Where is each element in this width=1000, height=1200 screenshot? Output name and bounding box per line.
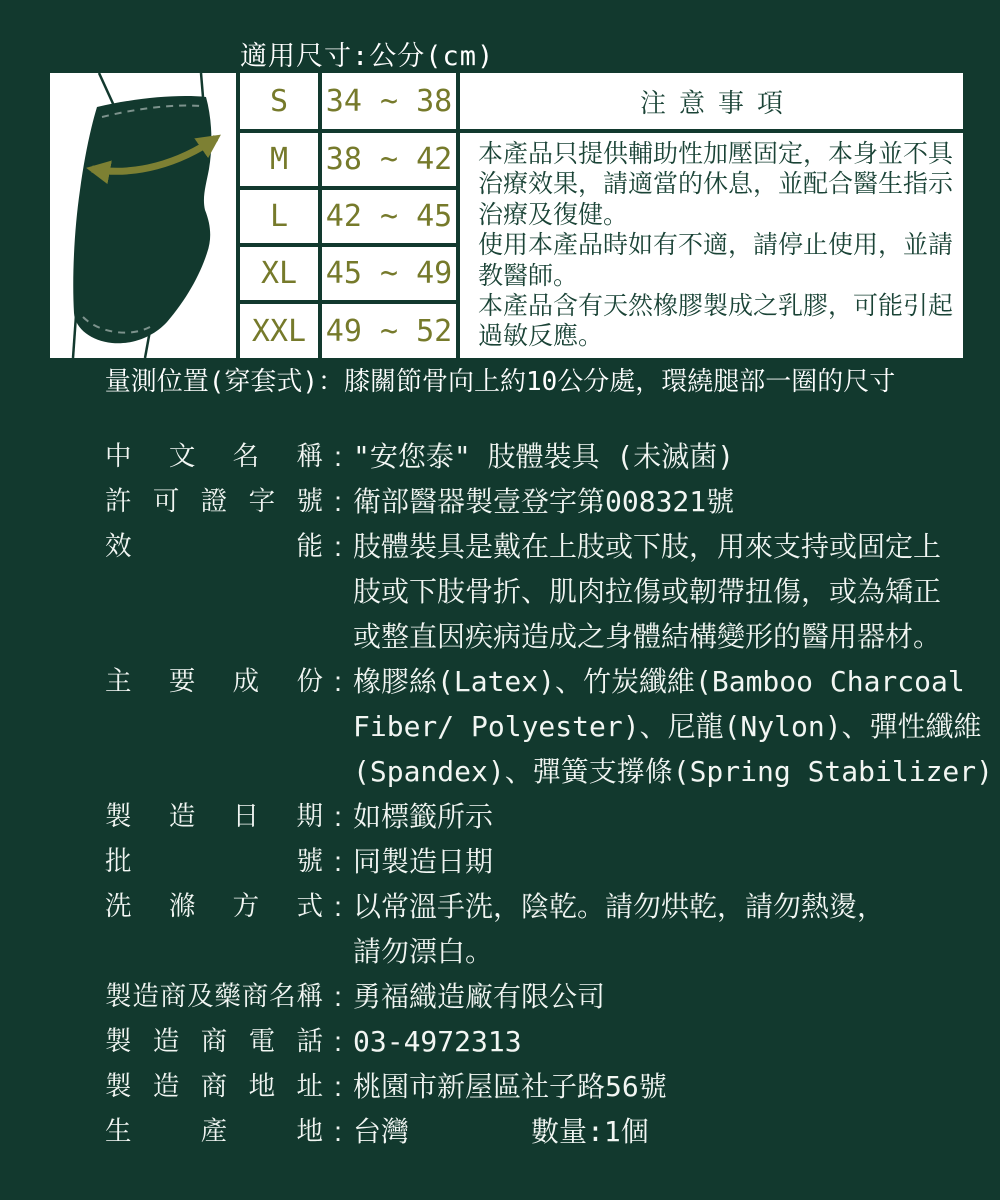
info-value-line: 同製造日期 <box>353 845 494 878</box>
info-row <box>105 524 965 659</box>
info-label: 製造商及藥商名稱 <box>105 981 323 1011</box>
info-row <box>105 1019 965 1064</box>
measure-note: 量測位置(穿套式)：膝關節骨向上約10公分處，環繞腿部一圈的尺寸 <box>104 367 896 397</box>
info-value-line: 以常溫手洗，陰乾。請勿烘乾，請勿熱燙， <box>353 890 886 923</box>
info-value <box>353 794 965 839</box>
info-label: 中文名稱 <box>105 441 323 471</box>
quantity-note: 數量:1個 <box>531 1115 649 1148</box>
info-label: 製造商地址 <box>105 1071 323 1101</box>
info-value <box>353 434 965 479</box>
info-value-line: 03-4972313 <box>353 1025 522 1058</box>
info-colon: : <box>334 891 342 922</box>
info-value <box>353 974 965 1019</box>
notes-title: 注意事項 <box>460 73 963 129</box>
info-colon: : <box>334 666 342 697</box>
info-value-line: "安您泰" 肢體裝具 (未滅菌) <box>353 440 735 473</box>
info-colon: : <box>334 801 342 832</box>
info-row <box>105 1064 965 1109</box>
info-colon: : <box>334 846 342 877</box>
info-row <box>105 884 965 974</box>
info-value <box>353 839 965 884</box>
info-row <box>105 659 994 794</box>
info-row <box>105 794 965 839</box>
info-value-line: 勇福織造廠有限公司 <box>353 980 606 1013</box>
knee-sleeve <box>73 96 211 343</box>
range-cell: 38 ~ 42 <box>322 133 456 186</box>
info-value <box>353 479 965 524</box>
notes-body <box>460 133 963 358</box>
info-row <box>105 974 965 1019</box>
info-value-line: 肢或下肢骨折、肌肉拉傷或韌帶扭傷，或為矯正 <box>353 575 942 608</box>
info-label: 製造商電話 <box>105 1026 323 1056</box>
size-chart-title: 適用尺寸:公分(cm) <box>240 41 495 72</box>
notes-line: 治療效果，請適當的休息，並配合醫生指示 <box>478 170 954 199</box>
info-value-line: 橡膠絲(Latex)、竹炭纖維(Bamboo Charcoal <box>353 665 965 698</box>
info-label: 效能 <box>105 531 323 561</box>
info-colon: : <box>334 486 342 517</box>
range-cell: 49 ~ 52 <box>322 304 456 358</box>
info-value-line: 如標籤所示 <box>353 800 494 833</box>
range-cell: 34 ~ 38 <box>322 73 456 129</box>
size-cell: XL <box>240 247 318 300</box>
leg-line <box>201 73 203 97</box>
info-value-line: Fiber/ Polyester)、尼龍(Nylon)、彈性纖維 <box>353 710 982 743</box>
info-label: 洗滌方式 <box>105 891 323 921</box>
info-value-line <box>353 1109 965 1154</box>
info-colon: : <box>334 531 342 562</box>
range-cell: 42 ~ 45 <box>322 190 456 243</box>
size-cell: M <box>240 133 318 186</box>
size-cell: S <box>240 73 318 129</box>
size-chart-panel <box>50 73 963 358</box>
info-row <box>105 479 965 524</box>
knee-illustration <box>50 73 236 358</box>
info-value-line: 肢體裝具是戴在上肢或下肢，用來支持或固定上 <box>353 530 942 563</box>
info-label: 主要成份 <box>105 666 323 696</box>
info-value <box>353 1109 965 1154</box>
notes-line: 治療及復健。 <box>478 200 629 229</box>
info-value-line: 衛部醫器製壹登字第008321號 <box>353 485 735 518</box>
info-value <box>353 524 965 659</box>
notes-line: 教醫師。 <box>478 261 579 290</box>
info-value <box>353 884 965 974</box>
origin-value: 台灣 <box>353 1115 410 1148</box>
info-value <box>353 1064 965 1109</box>
knee-sleeve-graphic <box>50 73 236 358</box>
info-label: 批號 <box>105 846 323 876</box>
info-colon: : <box>334 981 342 1012</box>
info-value <box>353 1019 965 1064</box>
info-value-line: 請勿漂白。 <box>353 935 494 968</box>
info-label: 生產地 <box>105 1116 323 1146</box>
notes-line: 使用本產品時如有不適，請停止使用，並請 <box>478 231 954 260</box>
info-colon: : <box>334 441 342 472</box>
info-label: 製造日期 <box>105 801 323 831</box>
info-value-line: 或整直因疾病造成之身體結構變形的醫用器材。 <box>353 620 942 653</box>
info-value-line: (Spandex)、彈簧支撐條(Spring Stabilizer) <box>353 755 994 788</box>
info-colon: : <box>334 1071 342 1102</box>
info-value <box>353 659 993 794</box>
size-cell: XXL <box>240 304 318 358</box>
info-value-line: 桃園市新屋區社子路56號 <box>353 1070 667 1103</box>
range-cell: 45 ~ 49 <box>322 247 456 300</box>
info-row <box>105 1109 965 1154</box>
info-row <box>105 839 965 884</box>
info-label: 許可證字號 <box>105 486 323 516</box>
notes-line: 本產品含有天然橡膠製成之乳膠，可能引起 <box>478 292 954 321</box>
notes-line: 過敏反應。 <box>478 322 604 351</box>
info-colon: : <box>334 1116 342 1147</box>
info-colon: : <box>334 1026 342 1057</box>
notes-line: 本產品只提供輔助性加壓固定，本身並不具 <box>478 140 954 168</box>
size-cell: L <box>240 190 318 243</box>
product-info <box>105 434 994 1154</box>
info-row <box>105 434 965 479</box>
